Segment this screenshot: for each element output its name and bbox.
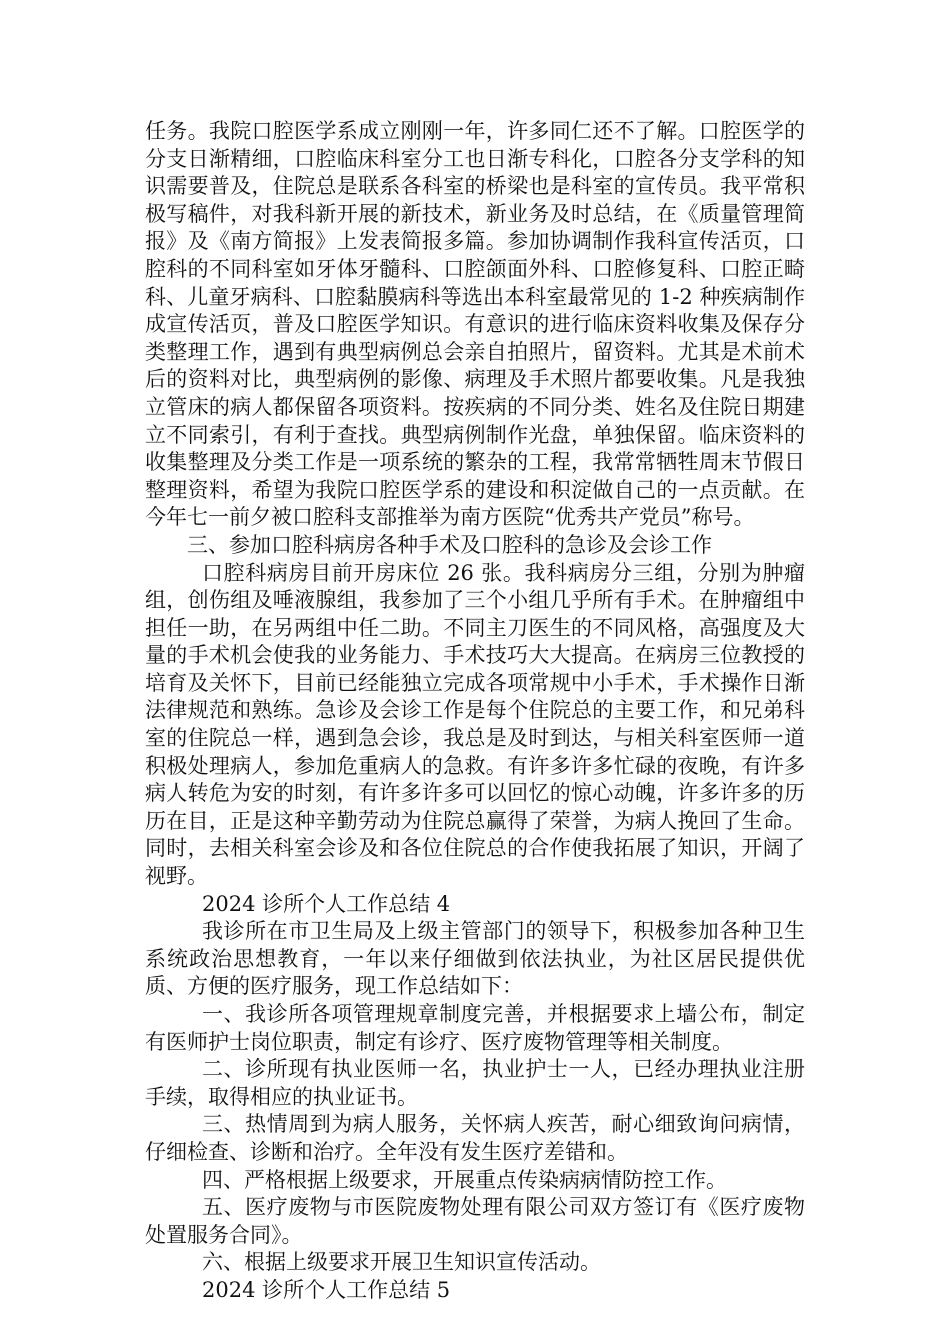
section-heading-surgery: 三、参加口腔科病房各种手术及口腔科的急诊及会诊工作 — [187, 532, 712, 557]
document-page — [145, 118, 805, 1305]
paragraph-item-1: 一、我诊所各项管理规章制度完善，并根据要求上墙公布，制定有医师护士岗位职责，制定有诊疗、医疗废物管理等相关制度。 — [145, 1002, 805, 1054]
paragraph-item-6: 六、根据上级要求开展卫生知识宣传活动。 — [202, 1250, 601, 1275]
paragraph-surgery-work: 口腔科病房目前开房床位 26 张。我科病房分三组，分别为肿瘤组，创伤组及唾液腺组，我参加了三个小组几乎所有手术。在肿瘤组中担任一助，在另两组中任二助。不同主刀医生的不同风格，高强度及大量的手术机会使我的业务能力、手术技巧大大提高。在病房三位教授的培育及关怀下，目前已经能独立完成各项常规中小手术，手术操作日渐法律规范和熟练。急诊及会诊工作是每个住院总的主要工作，和兄弟科室的住院总一样，遇到急会诊，我总是及时到达，与相关科室医师一道积极处理病人，参加危重病人的急救。有许多许多忙碌的夜晚，有许多病人转危为安的时刻，有许多许多可以回忆的惊心动魄，许多许多的历历在目，正是这种辛勤劳动为住院总赢得了荣誉，为病人挽回了生命。同时，去相关科室会诊及和各位住院总的合作使我拓展了知识，开阔了视野。 — [145, 560, 805, 889]
paragraph-clinic-intro: 我诊所在市卫生局及上级主管部门的领导下，积极参加各种卫生系统政治思想教育，一年以来仔细做到依法执业，为社区居民提供优质、方便的医疗服务，现工作总结如下： — [145, 919, 805, 999]
heading-summary-4: 2024 诊所个人工作总结 4 — [202, 891, 451, 916]
heading-summary-5: 2024 诊所个人工作总结 5 — [202, 1277, 451, 1302]
paragraph-publicity-work: 任务。我院口腔医学系成立刚刚一年，许多同仁还不了解。口腔医学的分支日渐精细，口腔临床科室分工也日渐专科化，口腔各分支学科的知识需要普及，住院总是联系各科室的桥梁也是科室的宣传员。我平常积极写稿件，对我科新开展的新技术，新业务及时总结，在《质量管理简报》及《南方简报》上发表简报多篇。参加协调制作我科宣传活页，口腔科的不同科室如牙体牙髓科、口腔颌面外科、口腔修复科、口腔正畸科、儿童牙病科、口腔黏膜病科等选出本科室最常见的 1-2 种疾病制作成宣传活页，普及口腔医学知识。有意识的进行临床资料收集及保存分类整理工作，遇到有典型病例总会亲自拍照片，留资料。尤其是术前术后的资料对比，典型病例的影像、病理及手术照片都要收集。凡是我独立管床的病人都保留各项资料。按疾病的不同分类、姓名及住院日期建立不同索引，有利于查找。典型病例制作光盘，单独保留。临床资料的收集整理及分类工作是一项系统的繁杂的工程，我常常牺牲周末节假日整理资料，希望为我院口腔医学系的建设和积淀做自己的一点贡献。在今年七一前夕被口腔科支部推举为南方医院“优秀共产党员”称号。 — [145, 119, 805, 530]
paragraph-item-4: 四、严格根据上级要求，开展重点传染病病情防控工作。 — [202, 1167, 727, 1192]
paragraph-item-3: 三、热情周到为病人服务，关怀病人疾苦，耐心细致询问病情，仔细检查、诊断和治疗。全年没有发生医疗差错和。 — [145, 1112, 805, 1164]
paragraph-item-5: 五、医疗废物与市医院废物处理有限公司双方签订有《医疗废物处置服务合同》。 — [145, 1195, 805, 1247]
paragraph-item-2: 二、诊所现有执业医师一名，执业护士一人，已经办理执业注册手续，取得相应的执业证书。 — [145, 1057, 805, 1109]
